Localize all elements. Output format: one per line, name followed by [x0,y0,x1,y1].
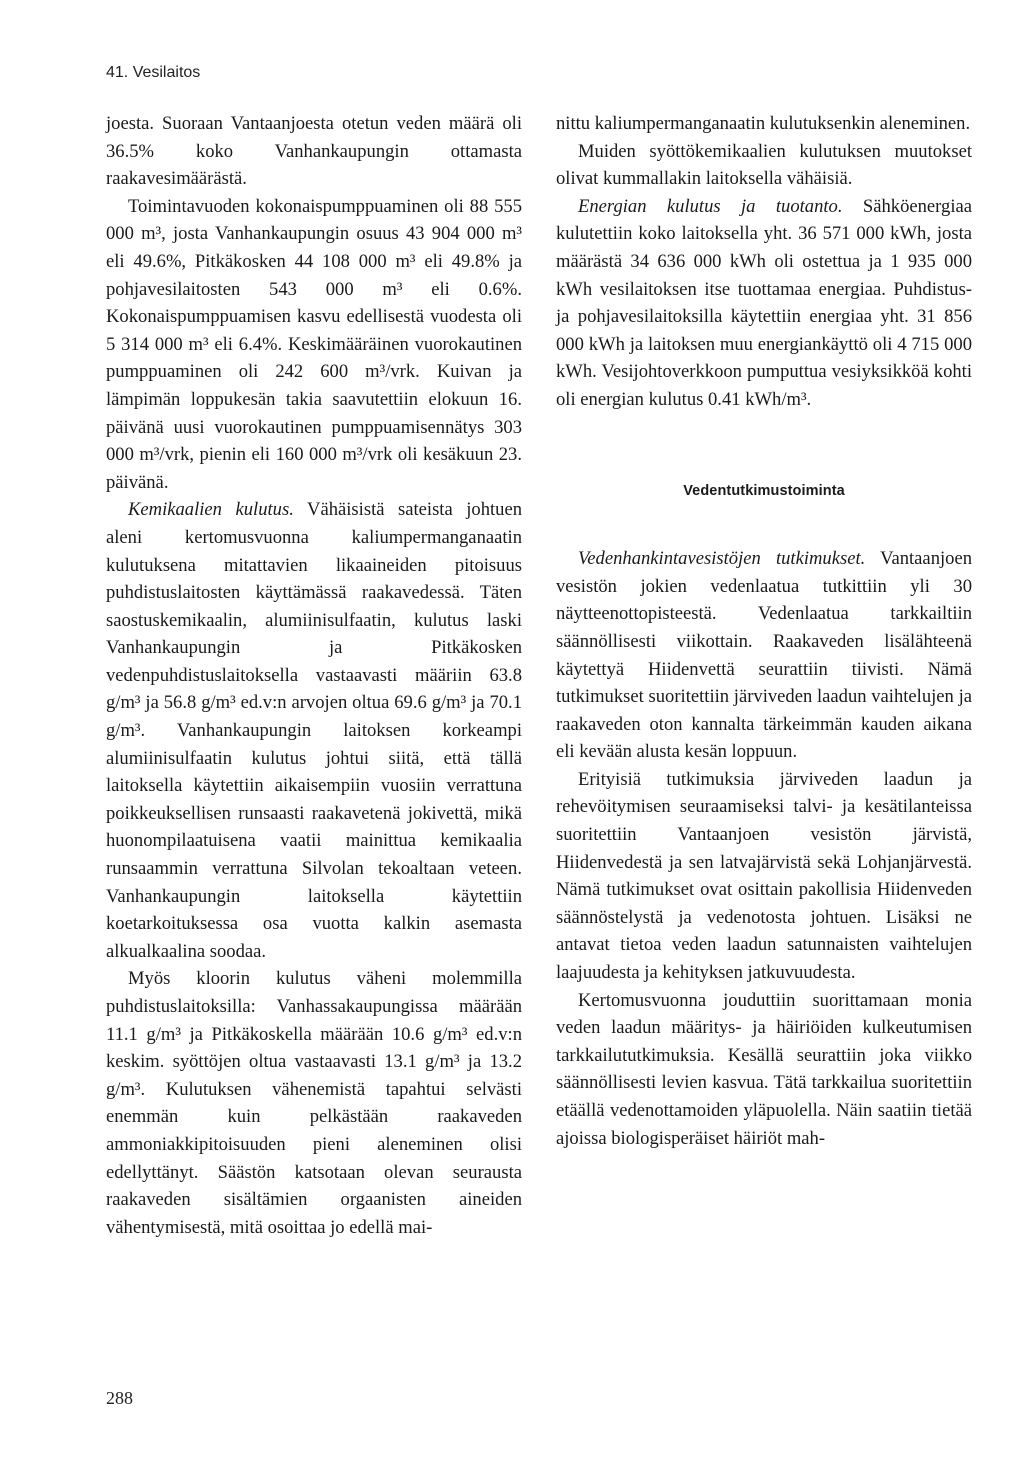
running-head: 41. Vesilaitos [106,64,201,81]
paragraph [106,110,522,193]
right-column [556,110,972,1152]
paragraph [556,766,972,987]
paragraph-text: Toimintavuoden kokonaispumppuaminen oli 88 555 000 m³, josta Vanhankaupungin osuus 43 904 000 m³ eli 49.6%, Pitkäkosken 44 108 000 m³ eli 49.8% ja pohjavesilaitosten 543 000 m³ eli 0.6%. Kokonaispumppuamisen kasvu edellisestä vuodesta oli 5 314 000 m³ eli 6.4%. Keskimääräinen vuorokautinen pumppuaminen oli 242 600 m³/vrk. Kuivan ja lämpimän loppukesän takia saavutettiin elokuun 16. päivänä uusi vuorokautinen pumppuamisennätys 303 000 m³/vrk, pienin eli 160 000 m³/vrk oli kesäkuun 23. päivänä. [106,195,522,493]
paragraph-text: Muiden syöttökemikaalien kulutuksen muutokset olivat kummallakin laitoksella vähäisiä. [556,140,972,190]
paragraph [556,193,972,414]
paragraph-text: joesta. Suoraan Vantaanjoesta otetun veden määrä oli 36.5% koko Vanhankaupungin ottamasta raakavesimäärästä. [106,113,522,190]
section-heading: Vedentutkimustoiminta [683,482,845,499]
paragraph-text: nittu kaliumpermanganaatin kulutuksenkin aleneminen. [556,113,971,134]
paragraph-text: Kertomusvuonna jouduttiin suorittamaan monia veden laadun määritys- ja häiriöiden kulkeutumisen tarkkailututkimuksia. Kesällä seurattiin joka viikko säännöllisesti levien kasvua. Tätä tarkkailua suoritettiin etäällä vedenottamoiden yläpuolella. Näin saatiin tietää ajoissa biologisperäiset häiriöt mah- [556,989,972,1149]
paragraph-text: Sähköenergiaa kulutettiin koko laitoksella yht. 36 571 000 kWh, josta määrästä 34 636 000 kWh oli ostettua ja 1 935 000 kWh vesilaitoksen itse tuottamaa energiaa. Puhdistus- ja pohjavesilaitoksilla käytettiin energiaa yht. 31 856 000 kWh ja laitoksen muu energiankäyttö oli 4 715 000 kWh. Vesijohtoverkkoon pumputtua vesiyksikköä kohti oli energian kulutus 0.41 kWh/m³. [556,195,973,410]
paragraph [556,545,972,766]
paragraph-lead: Kemikaalien kulutus. [128,499,294,521]
paragraph-text: Myös kloorin kulutus väheni molemmilla puhdistuslaitoksilla: Vanhassakaupungissa määrään 11.1 g/m³ ja Pitkäkoskella määrään 10.6 g/m³ ed.v:n keskim. syöttöjen oltua vastaavasti 13.1 g/m³ ja 13.2 g/m³. Kulutuksen vähenemistä tapahtui selvästi enemmän kuin pelkästään raakaveden ammoniakkipitoisuuden pieni aleneminen olisi edellyttänyt. Säästön katsotaan olevan seurausta raakaveden sisältämien orgaanisten aineiden vähentymisestä, mitä osoittaa jo edellä mai- [106,968,522,1238]
paragraph [556,110,972,138]
page-number: 288 [106,1388,133,1408]
paragraph-lead: Energian kulutus ja tuotanto. [578,195,843,217]
paragraph [556,138,972,193]
paragraph-text: Vantaanjoen vesistön jokien vedenlaatua tutkittiin yli 30 näytteenottopisteestä. Vedenlaatua tarkkailtiin säännöllisesti viikottain. Raakaveden lisälähteenä käytettyä Hiidenvettä seurattiin tiivisti. Nämä tutkimukset suoritettiin järviveden laadun vaihtelujen ja raakaveden oton kannalta tärkeimmän kauden aikana eli kevään alusta kesän loppuun. [556,548,972,763]
paragraph [106,496,522,965]
paragraph-text: Vähäisistä sateista johtuen aleni kertomusvuonna kaliumpermanganaatin kulutuksena mitattavien likaaineiden pitoisuus puhdistuslaitosten käyttämässä raakavedessä. Täten saostuskemikaalin, alumiinisulfaatin, kulutus laski Vanhankaupungin ja Pitkäkosken vedenpuhdistuslaitoksella vastaavasti määriin 63.8 g/m³ ja 56.8 g/m³ ed.v:n arvojen oltua 69.6 g/m³ ja 70.1 g/m³. Vanhankaupungin laitoksen korkeampi alumiinisulfaatin kulutus johtui siitä, että tällä laitoksella käytettiin aikaisempiin vuosiin verrattuna poikkeuksellisen runsaasti raakavetenä jokivettä, mikä huonompilaatuisena vaatii mainittua kemikaalia runsaammin verrattuna Silvolan tekoaltaan veteen. Vanhankaupungin laitoksella käytettiin koetarkoituksessa osa vuotta kalkin asemasta alkualkaalina soodaa. [106,499,522,962]
paragraph-lead: Vedenhankintavesistöjen tutkimukset. [578,548,866,570]
left-column [106,110,522,1241]
paragraph-text: Erityisiä tutkimuksia järviveden laadun ja rehevöitymisen seuraamiseksi talvi- ja kesätilanteissa suoritettiin Vantaanjoen vesistön järvistä, Hiidenvedestä ja sen latvajärvistä sekä Lohjanjärvestä. Nämä tutkimukset ovat osittain pakollisia Hiidenveden säännöstelystä ja vedenotosta johtuen. Lisäksi ne antavat tietoa veden laadun satunnaisten vaihtelujen laajuudesta ja kehityksen jatkuvuudesta. [556,768,972,984]
paragraph [556,987,972,1153]
paragraph [106,965,522,1241]
paragraph [106,193,522,497]
